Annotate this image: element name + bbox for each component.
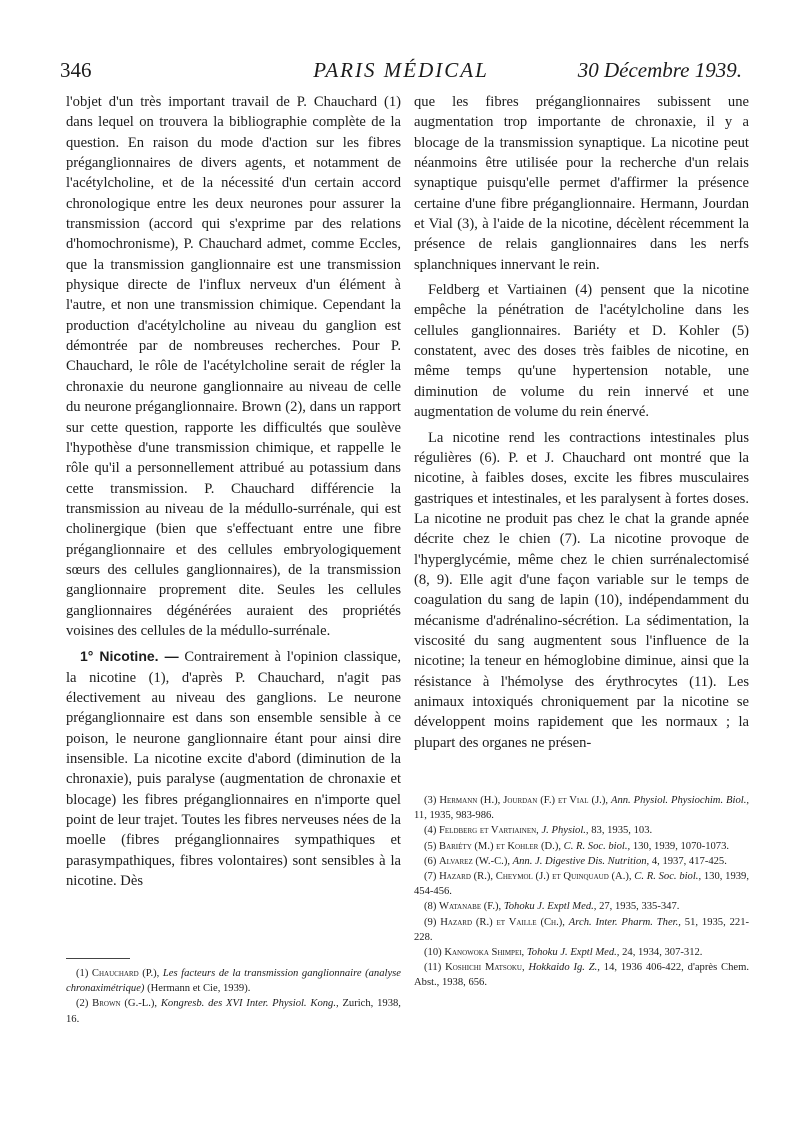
running-header bbox=[60, 58, 742, 88]
paragraph: que les fibres préganglionnaires subissent une augmentation trop importante de chronaxie, il y a blocage de la transmission synaptique. La nicotine peut néanmoins être utilisée pour la recherche d'un relais synaptique puisqu'elle permet d'affirmer la présence certaine d'une fibre préganglionnaire. Hermann, Jourdan et Vial (3), à l'aide de la nicotine, décèlent récemment la présence de relais ganglionnaires dans les nerfs splanchniques innervant le rein. bbox=[414, 94, 749, 273]
paragraph: l'objet d'un très important travail de P. Chauchard (1) dans lequel on trouvera la bibliographie complète de la question. En raison du mode d'action sur les fibres préganglionnaires de divers agents, et notamment de l'acétylcholine, et de la nécessité d'un certain accord chronologique entre les deux neurones pour assurer la transmission (accord qui s'exprime par des relations d'homochronisme), P. Chauchard admet, comme Eccles, que la transmission ganglionnaire est une transmission physique directe de l'influx nerveux d'un élément à l'autre, et non une transmission chimique. Cependant la production d'acétylcholine au niveau du ganglion est démontrée par de nombreuses recherches. Pour P. Chauchard, le rôle de l'acétylcholine serait de régler la chronaxie du neurone ganglionnaire au niveau de celle du neurone préganglionnaire. Brown (2), dans un rapport sur cette question, rapporte les difficultés que soulève l'hypothèse d'une transmission chimique, et rappelle le rôle qu'il a personnellement attribué au potassium dans cette transmission. P. Chauchard différencie la transmission au niveau de la médullo-surrénale, qui est cholinergique (bien que s'effectuant entre une fibre préganglionnaire et des cellules embryologiquement sœurs des cellules ganglionnaires), de la transmission ganglionnaire proprement dite. Seules les cellules ganglionnaires dégénérées auraient des propriétés voisines des cellules de la médullo-surrénale. bbox=[66, 94, 401, 639]
footnote: (5) Bariéty (M.) et Kohler (D.), C. R. Soc. biol., 130, 1939, 1070-1073. bbox=[424, 840, 730, 852]
footnote: (8) Watanabe (F.), Tohoku J. Exptl Med., 27, 1935, 335-347. bbox=[424, 901, 680, 913]
paragraph: La nicotine rend les contractions intestinales plus régulières (6). P. et J. Chauchard ont montré que la nicotine, à faibles doses, excite les fibres musculaires gastriques et intestinales, et les paralysent à fortes doses. La nicotine ne produit pas chez le chat la grande apnée décrite chez le chien (7). La nicotine provoque de l'hyperglycémie, même chez le chien surrénalectomisé (8, 9). Elle agit d'une façon variable sur le temps de coagulation du sang de lapin (10), indépendamment du mécanisme d'adrénalino-sécrétion. La sédimentation, la viscosité du sang augmentent sous l'influence de la nicotine; la teneur en hémoglobine diminue, ainsi que la résistance à l'hémolyse des érythrocytes (11). Les animaux intoxiqués chroniquement par la nicotine se développent moins rapidement que les normaux ; la plupart des organes ne présen- bbox=[414, 429, 749, 751]
left-column bbox=[66, 92, 401, 891]
footnote: (10) Kanowoka Shimpei, Tohoku J. Exptl Med., 24, 1934, 307-312. bbox=[424, 947, 703, 959]
page-number: 346 bbox=[60, 58, 92, 82]
paragraph-body: Contrairement à l'opinion classique, la nicotine (1), d'après P. Chauchard, n'agit pas électivement au niveau des ganglions. Le neurone préganglionnaire est dans son ensemble sensible à ce poison, le neurone ganglionnaire étant pour ainsi dire insensible. La nicotine excite d'abord (diminution de la chronaxie), puis paralyse (augmentation de chronaxie et blocage) les fibres préganglionnaires en n'importe quel point de leur trajet. Toutes les fibres nerveuses nées de la moelle (fibres préganglionnaires sympathiques et parasympathiques, fibres volontaires) sont sensibles à la nicotine. Dès bbox=[66, 649, 401, 890]
footnote: (11) Koshichi Matsoku, Hokkaido Ig. Z., 14, 1936 406-422, d'après Chem. Abst., 1938, 656. bbox=[414, 962, 749, 989]
nicotine-paragraph bbox=[66, 646, 401, 891]
footnote-divider bbox=[66, 958, 130, 959]
footnotes-right bbox=[414, 793, 749, 991]
footnote: (7) Hazard (R.), Cheymol (J.) et Quinquaud (A.), C. R. Soc. biol., 130, 1939, 454-456. bbox=[414, 871, 749, 898]
footnote: (9) Hazard (R.) et Vaille (Ch.), Arch. Inter. Pharm. Ther., 51, 1935, 221-228. bbox=[414, 916, 750, 943]
right-column bbox=[414, 92, 749, 753]
footnote: (6) Alvarez (W.-C.), Ann. J. Digestive Dis. Nutrition, 4, 1937, 417-425. bbox=[424, 855, 727, 867]
journal-title: PARIS MÉDICAL bbox=[313, 58, 489, 82]
footnotes-left bbox=[66, 966, 401, 1027]
paragraph: Feldberg et Vartiainen (4) pensent que la nicotine empêche la pénétration de l'acétylcholine dans les cellules ganglionnaires. Bariéty et D. Kohler (5) constatent, avec des doses très faibles de nicotine, en même temps qu'une hypertension notable, une diminution de volume du rein innervé et une augmentation de volume du rein énervé. bbox=[414, 282, 749, 421]
issue-date: 30 Décembre 1939. bbox=[577, 58, 742, 82]
section-heading-nicotine: 1° Nicotine. — bbox=[80, 648, 179, 665]
footnote: (1) Chauchard (P.), Les facteurs de la transmission ganglionnaire (analyse chronaximétrique) (Hermann et Cie, 1939). bbox=[66, 968, 401, 995]
footnote: (2) Brown (G.-L.), Kongresb. des XVI Inter. Physiol. Kong., Zurich, 1938, 16. bbox=[66, 998, 401, 1025]
footnote: (4) Feldberg et Vartiainen, J. Physiol., 83, 1935, 103. bbox=[424, 825, 653, 837]
footnote: (3) Hermann (H.), Jourdan (F.) et Vial (J.), Ann. Physiol. Physiochim. Biol., 11, 1935, 983-986. bbox=[414, 795, 750, 822]
